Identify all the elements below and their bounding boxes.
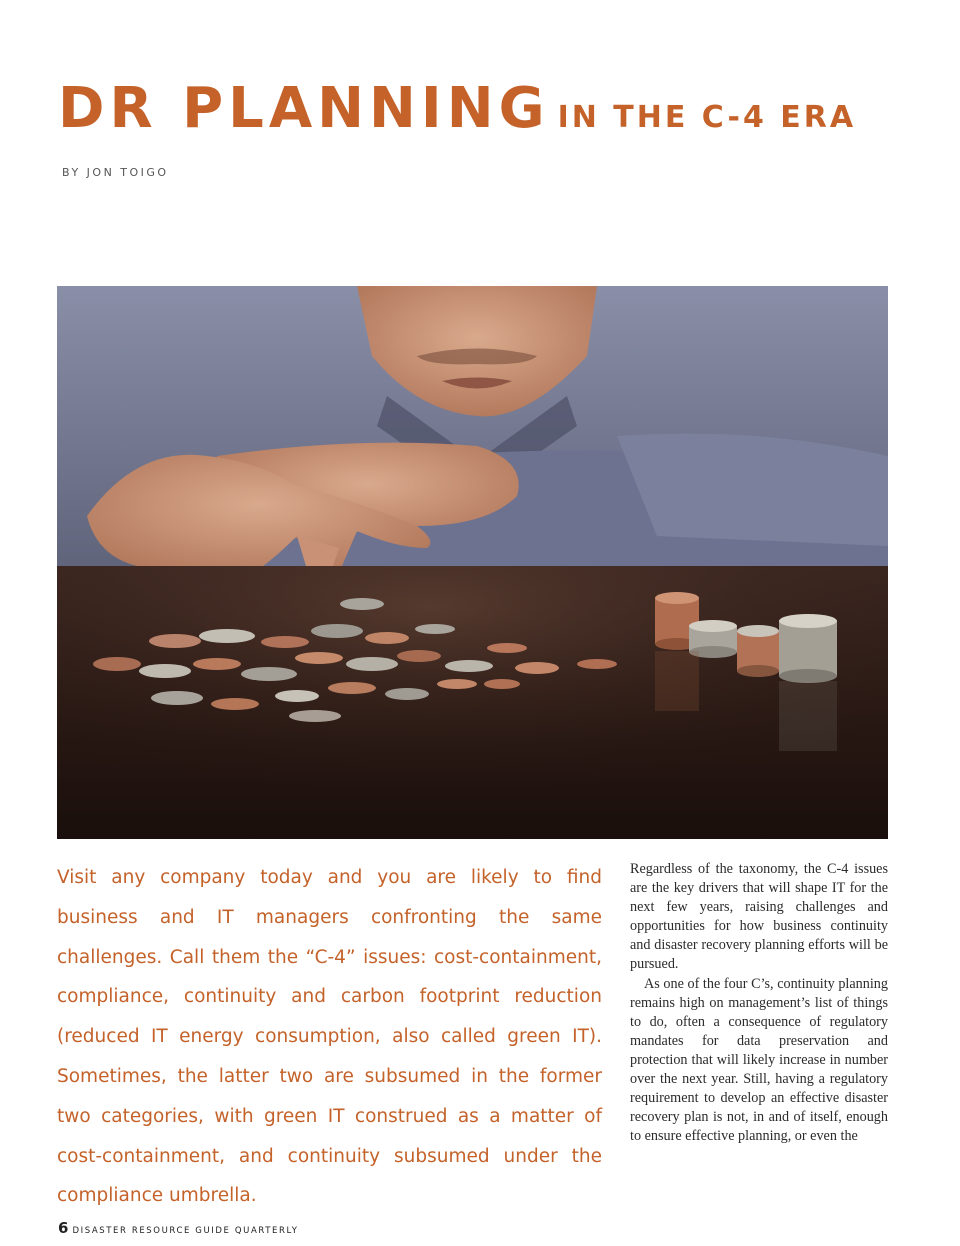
body-paragraph-1: Regardless of the taxonomy, the C-4 issues are the key drivers that will shape IT for the next few years, raising challenges and opportunities for how business continuity and disaster recovery planning efforts will be pursued. bbox=[630, 861, 888, 973]
article-title bbox=[58, 76, 856, 141]
page-number: 6 bbox=[58, 1219, 69, 1237]
photo-illustration bbox=[57, 286, 888, 839]
title-sub: IN THE C-4 ERA bbox=[557, 100, 857, 135]
lead-text: Visit any company today and you are likely to find business and IT managers confronting the same challenges. Call them the “C-4” issues: cost-containment, compliance, continuity and carbon footprint reduction (reduced IT energy consumption, also called green IT). Sometimes, the latter two are subsumed in the former two categories, with green IT construed as a matter of cost-containment, and continuity subsumed under the compliance umbrella. bbox=[57, 867, 602, 1207]
byline: BY JON TOIGO bbox=[62, 166, 169, 179]
lead-paragraph bbox=[57, 858, 602, 1216]
title-main: DR PLANNING bbox=[58, 76, 550, 141]
body-column bbox=[630, 860, 888, 1146]
man-counting-coins-photo bbox=[57, 286, 888, 839]
body-paragraph-2: As one of the four C’s, continuity planning remains high on management’s list of things to do, often a consequence of regulatory mandates for data preservation and protection that will likely increase in number over the next year. Still, having a regulatory requirement to develop an effective disaster recovery plan is not, in and of itself, enough to ensure effective planning, or even the bbox=[630, 975, 888, 1145]
page-footer bbox=[58, 1218, 299, 1237]
publication-name: DISASTER RESOURCE GUIDE QUARTERLY bbox=[72, 1226, 299, 1236]
